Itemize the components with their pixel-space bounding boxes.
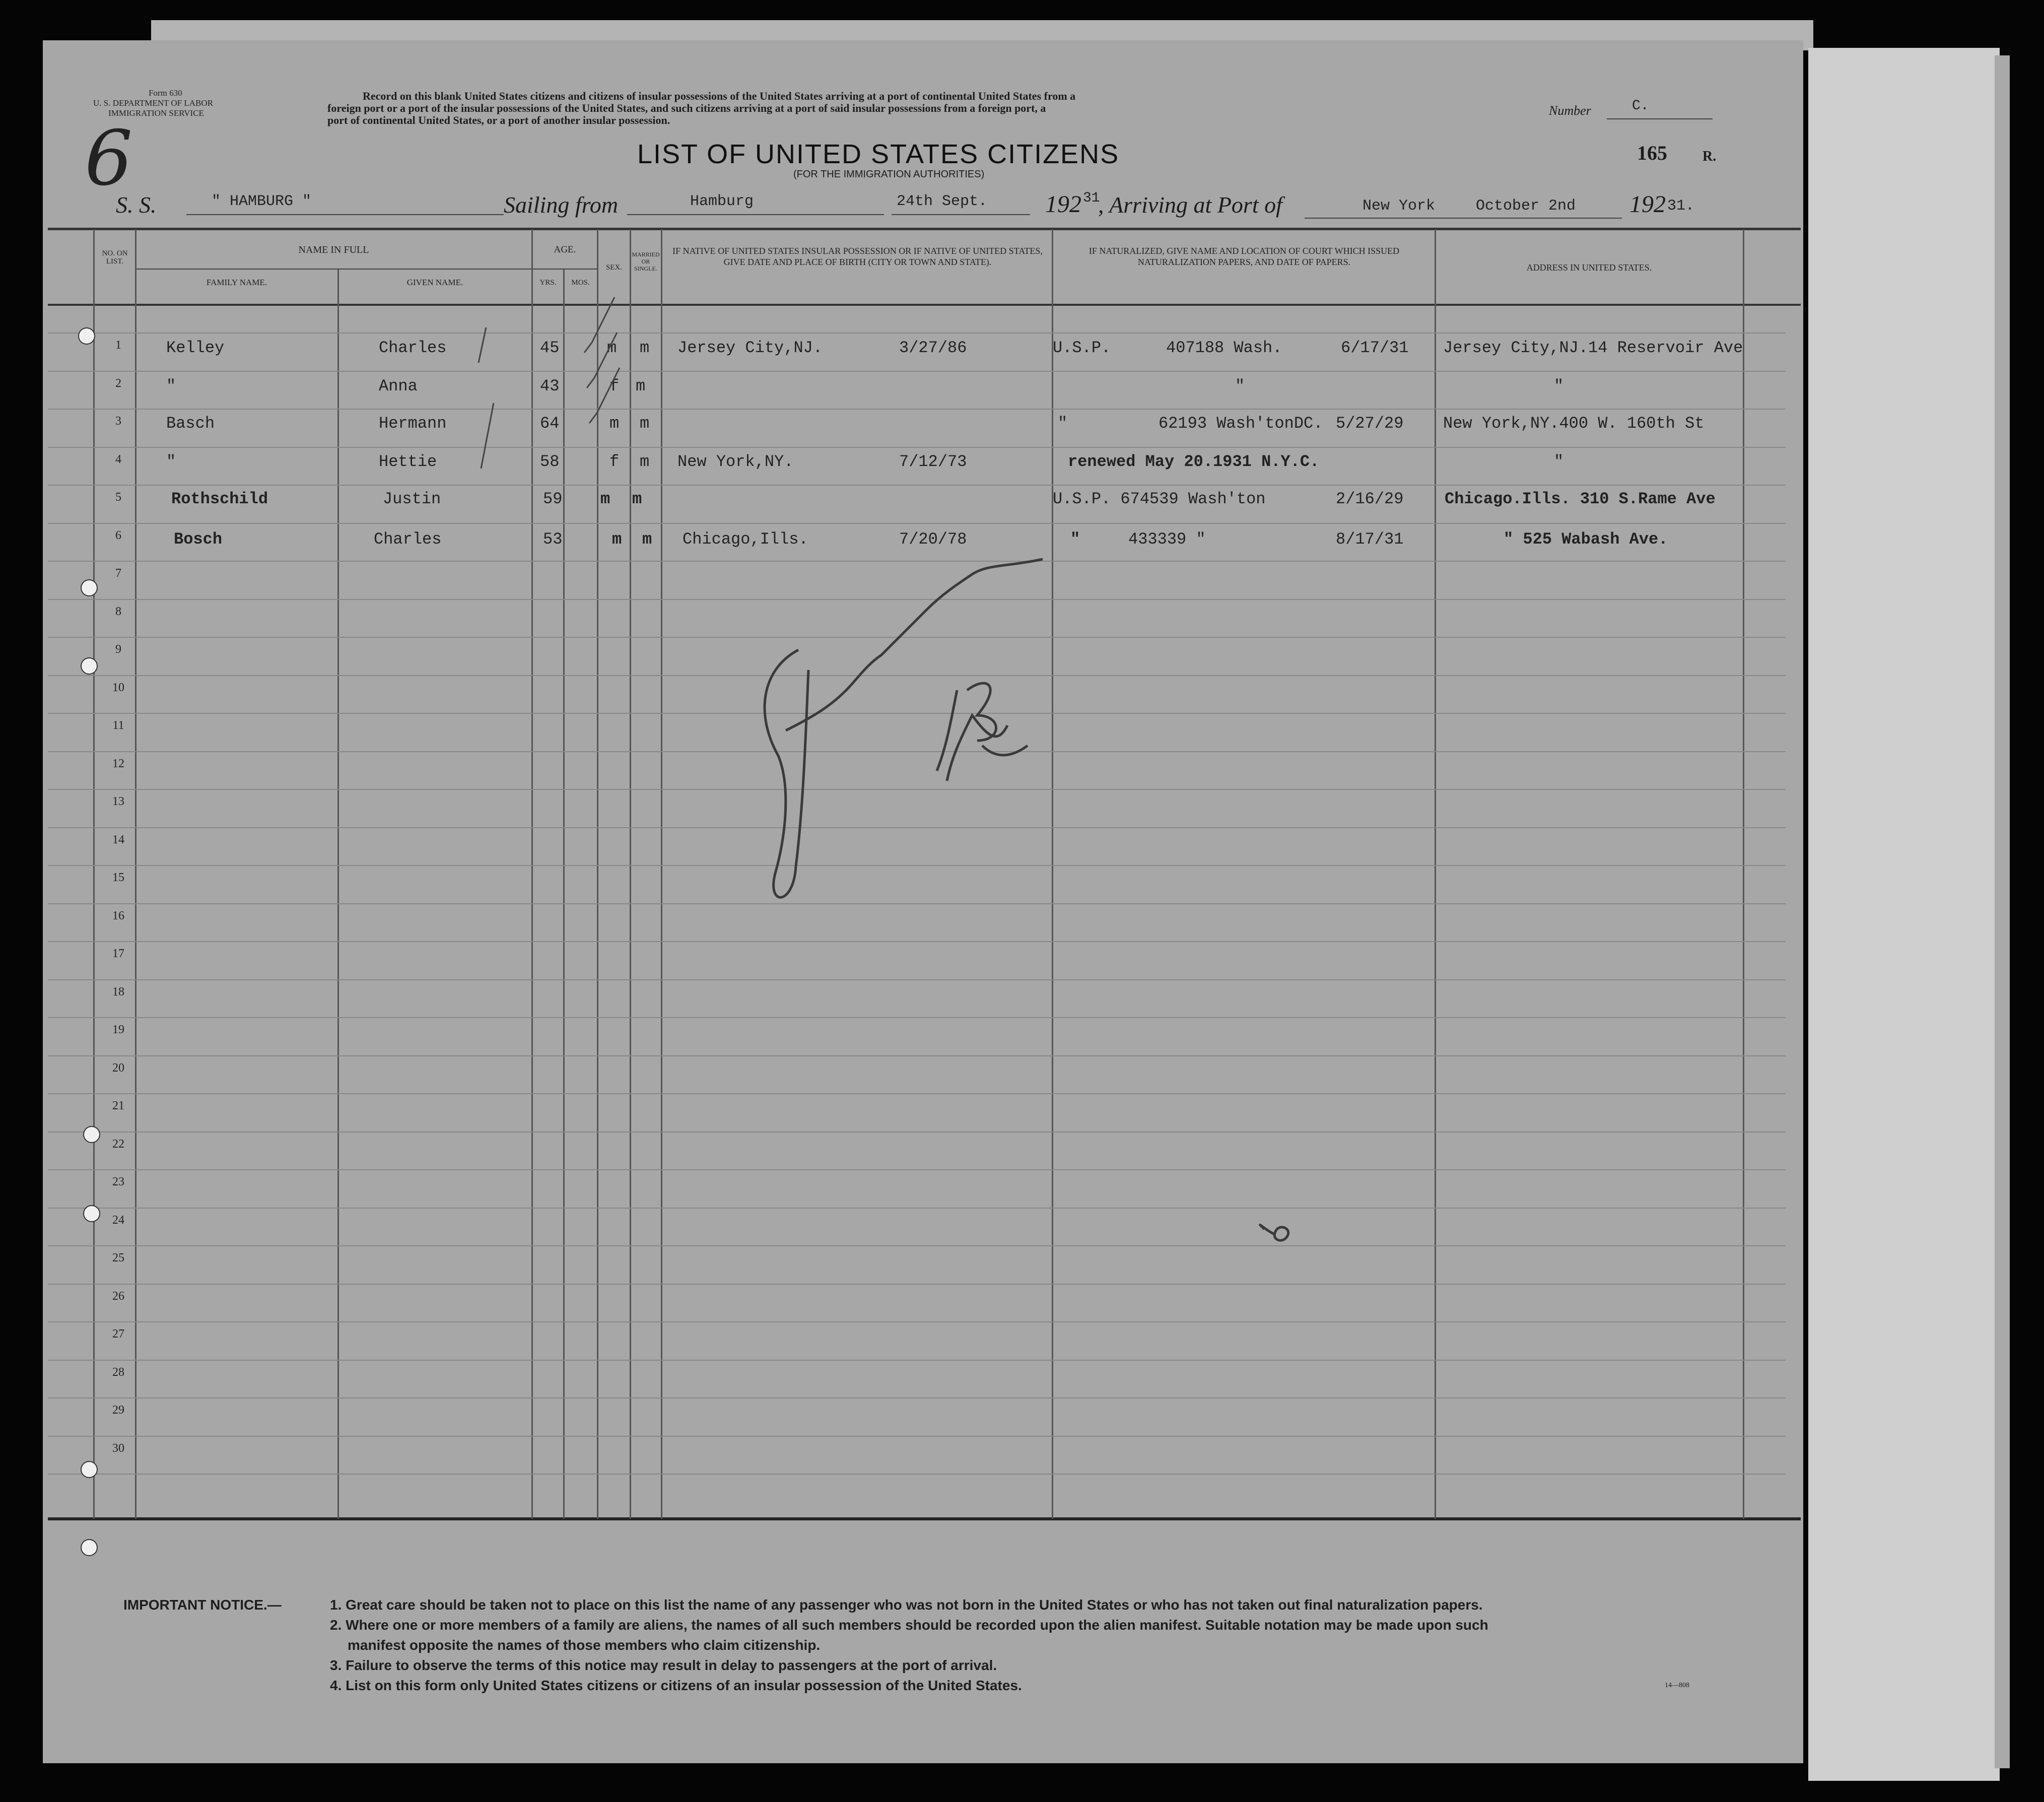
entry-1-nat-a: U.S.P. (1053, 339, 1111, 357)
department: U. S. DEPARTMENT OF LABOR (93, 98, 213, 108)
entry-4-birth-place: New York,NY. (677, 452, 794, 471)
check-mark-3 (589, 368, 620, 423)
instruction-line-2: foreign port or a port of the insular possessions of the United States, and such citizens arriving at a port of said insular possessions from a foreign port, a (327, 102, 1046, 114)
entry-3-age: 64 (540, 414, 560, 433)
sheet-number: 165 (1637, 142, 1667, 164)
entry-5-nat-c: 2/16/29 (1336, 490, 1404, 508)
entry-4-address: " (1554, 452, 1564, 471)
sailing-label: Sailing from (504, 192, 619, 218)
row-number: 28 (112, 1366, 124, 1379)
year-suffix-1: 31 (1083, 190, 1100, 206)
entry-2-given: Anna (379, 377, 418, 395)
row-number: 21 (112, 1099, 124, 1112)
row-number: 6 (115, 529, 121, 542)
binder-hole (81, 1461, 98, 1478)
binder-hole (83, 1205, 100, 1222)
entry-3-ms: m (640, 414, 650, 433)
col-header-name-in-full: NAME IN FULL (298, 244, 369, 255)
entry-5-address: Chicago.Ills. 310 S.Rame Ave (1445, 490, 1716, 508)
entry-1-nat-b: 407188 Wash. (1166, 339, 1282, 357)
arriving-label: , Arriving at Port of (1098, 192, 1282, 218)
entry-3-family: Basch (166, 414, 215, 433)
row-number: 13 (112, 795, 124, 808)
entry-1-birth-date: 3/27/86 (899, 339, 967, 357)
sail-date: 24th Sept. (897, 193, 988, 210)
notice-item-1: 1. Great care should be taken not to place on this list the name of any passenger who was not born in the United States or who has not taken out final naturalization papers. (330, 1597, 1483, 1613)
row-number: 9 (115, 643, 121, 656)
check-mark-1 (584, 297, 615, 353)
col-header-given: GIVEN NAME. (406, 278, 463, 287)
entry-4-ms: m (640, 452, 650, 471)
notice-item-4: 4. List on this form only United States citizens or citizens of an insular possession of the United States. (330, 1678, 1022, 1693)
entry-5-nat-a: U.S.P. 674539 Wash'ton (1053, 490, 1266, 508)
number-label: Number (1549, 103, 1591, 118)
row-number: 20 (112, 1061, 124, 1075)
row-number: 29 (112, 1404, 124, 1417)
entry-2-sex: f (609, 377, 620, 395)
service: IMMIGRATION SERVICE (108, 108, 204, 118)
check-mark-2 (587, 332, 617, 388)
row-number: 2 (115, 377, 121, 390)
entry-1-nat-c: 6/17/31 (1341, 339, 1409, 357)
number-value: C. (1632, 98, 1649, 114)
age-tick-1 (479, 327, 486, 363)
col-header-birth: IF NATIVE OF UNITED STATES INSULAR POSSESSION OR IF NATIVE OF UNITED STATES, GIVE DATE AND PLACE OF BIRTH (CITY OR TOWN AND STATE). (672, 246, 1043, 267)
notice-item-3: 3. Failure to observe the terms of this notice may result in delay to passengers at the port of arrival. (330, 1657, 997, 1673)
entry-6-nat-c: 8/17/31 (1336, 530, 1404, 549)
row-number: 24 (112, 1214, 124, 1227)
entry-6-address: " 525 Wabash Ave. (1504, 530, 1668, 549)
arrival-date: October 2nd (1476, 197, 1576, 215)
entry-1-age: 45 (540, 339, 560, 357)
sheet-suffix: R. (1702, 149, 1717, 164)
entry-1-given: Charles (379, 339, 447, 357)
notice-item-2-cont: manifest opposite the names of those members who claim citizenship. (348, 1637, 821, 1653)
row-number: 1 (115, 339, 121, 352)
entry-6-family: Bosch (174, 530, 223, 549)
entry-5-sex: m (600, 490, 610, 508)
page-subtitle: (FOR THE IMMIGRATION AUTHORITIES) (793, 169, 985, 180)
binder-hole (81, 579, 98, 596)
row-number: 27 (112, 1327, 124, 1341)
entry-5-family: Rothschild (171, 490, 268, 508)
entry-1-ms: m (640, 339, 650, 357)
entry-3-nat-c: 5/27/29 (1336, 414, 1404, 433)
entry-4-given: Hettie (379, 452, 437, 471)
entry-6-given: Charles (374, 530, 442, 549)
margin-mark: 6 (85, 115, 133, 203)
entry-3-nat-a: " (1058, 414, 1068, 433)
col-header-yrs: YRS. (539, 279, 557, 287)
form-number: Form 630 (149, 88, 182, 98)
notice-item-2: 2. Where one or more members of a family are aliens, the names of all such members should be recorded upon the alien manifest. Suitable notation may be made upon such (330, 1617, 1488, 1633)
row-number: 11 (112, 719, 124, 732)
entry-6-nat-a: " (1070, 530, 1080, 549)
col-header-age: AGE. (554, 244, 576, 255)
arrival-port: New York (1362, 197, 1436, 215)
entry-2-family: " (166, 377, 176, 395)
row-number: 4 (115, 453, 121, 466)
row-number: 3 (115, 415, 121, 428)
entry-6-ms: m (642, 530, 652, 549)
row-number: 22 (112, 1138, 124, 1151)
ss-label: S. S. (116, 192, 157, 218)
signature-drawing (765, 559, 1288, 1240)
entry-4-age: 58 (540, 452, 560, 471)
binder-hole (81, 1539, 98, 1556)
from-port: Hamburg (690, 193, 754, 210)
entry-4-sex: f (609, 452, 620, 471)
entry-3-address: New York,NY.400 W. 160th St (1443, 414, 1705, 433)
col-header-married: MARRIED OR SINGLE. (632, 251, 660, 272)
row-number: 26 (112, 1290, 124, 1303)
row-number: 14 (112, 833, 124, 846)
entry-5-given: Justin (383, 490, 441, 508)
row-number: 23 (112, 1175, 124, 1188)
entry-6-age: 53 (543, 530, 563, 549)
entry-3-nat-b: 62193 Wash'tonDC. (1159, 414, 1323, 433)
ship-name: " HAMBURG " (212, 193, 312, 210)
year-prefix-2: 192 (1629, 191, 1666, 218)
row-number: 15 (112, 871, 124, 884)
entry-3-given: Hermann (379, 414, 447, 433)
row-number: 25 (112, 1251, 124, 1264)
entry-5-age: 59 (543, 490, 563, 508)
binder-hole (81, 657, 98, 675)
entry-5-ms: m (632, 490, 642, 508)
instruction-line-1: Record on this blank United States citizens and citizens of insular possessions of the United States arriving at a port of continental United States from a (363, 90, 1076, 102)
entry-4-nat-a: renewed May 20.1931 N.Y.C. (1068, 452, 1320, 471)
row-number: 16 (112, 909, 124, 922)
row-number: 8 (115, 605, 121, 618)
col-header-mos: MOS. (571, 279, 590, 287)
entry-6-birth-place: Chicago,Ills. (683, 530, 808, 549)
row-number: 18 (112, 985, 124, 998)
entry-6-birth-date: 7/20/78 (899, 530, 967, 549)
col-header-family: FAMILY NAME. (206, 278, 267, 287)
entry-2-ms: m (636, 377, 646, 395)
row-number: 5 (115, 491, 121, 504)
entry-4-family: " (166, 452, 176, 471)
col-header-address: ADDRESS IN UNITED STATES. (1526, 262, 1652, 273)
row-number: 12 (112, 757, 124, 770)
entry-6-sex: m (612, 530, 622, 549)
page-title: LIST OF UNITED STATES CITIZENS (637, 139, 1120, 169)
row-number: 10 (112, 681, 124, 694)
col-header-sex: SEX. (605, 263, 623, 272)
row-number: 17 (112, 947, 124, 960)
binder-hole (78, 327, 95, 345)
entry-1-family: Kelley (166, 339, 225, 357)
check-marks (479, 297, 620, 469)
entry-2-age: 43 (540, 377, 560, 395)
instruction-line-3: port of continental United States, or a port of another insular possession. (327, 114, 670, 126)
notice-label: IMPORTANT NOTICE.— (123, 1597, 282, 1613)
col-header-naturalized: IF NATURALIZED, GIVE NAME AND LOCATION OF COURT WHICH ISSUED NATURALIZATION PAPERS, AND DATE OF PAPERS. (1088, 246, 1400, 267)
year-suffix-2: 31. (1667, 197, 1695, 215)
col-header-no: NO. ON LIST. (102, 249, 128, 265)
form-code: 14—808 (1665, 1682, 1689, 1689)
entry-6-nat-b: 433339 " (1128, 530, 1206, 549)
row-number: 7 (115, 567, 121, 580)
entry-2-nat-b: " (1235, 377, 1245, 395)
entry-1-birth-place: Jersey City,NJ. (677, 339, 823, 357)
row-number: 19 (112, 1023, 124, 1036)
entry-2-address: " (1554, 377, 1564, 395)
entry-1-sex: m (607, 339, 617, 357)
year-prefix-1: 192 (1045, 191, 1081, 218)
entry-3-sex: m (609, 414, 620, 433)
row-number: 30 (112, 1442, 124, 1455)
entry-4-birth-date: 7/12/73 (899, 452, 967, 471)
age-tick-2 (481, 403, 494, 469)
binder-hole (83, 1126, 100, 1143)
entry-1-address: Jersey City,NJ.14 Reservoir Ave (1443, 339, 1743, 357)
